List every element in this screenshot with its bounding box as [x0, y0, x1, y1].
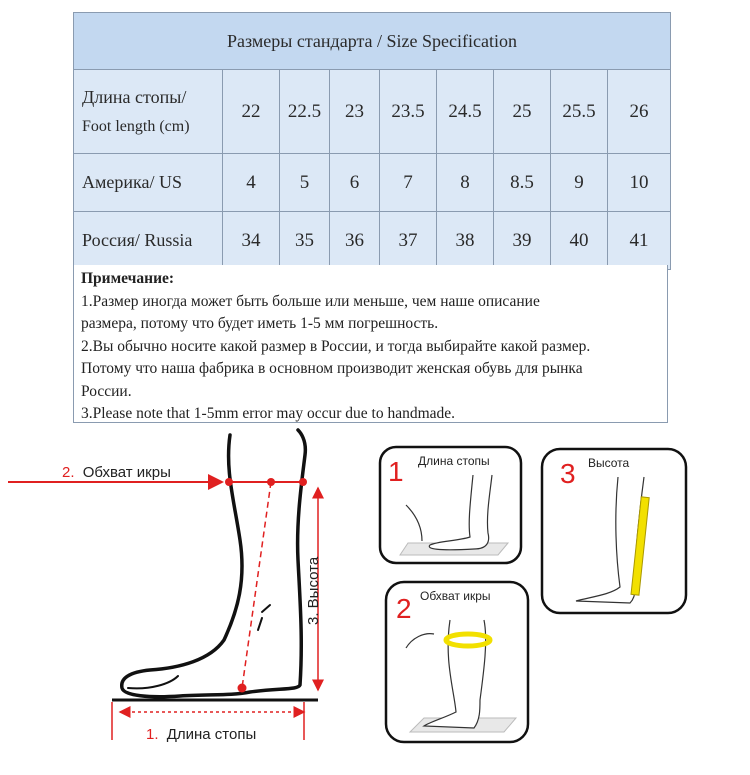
note-line: России.: [81, 382, 132, 400]
table-cell: 5: [280, 154, 330, 212]
note-line: размера, потому что будет иметь 1-5 мм погрешность.: [81, 315, 439, 332]
table-cell: 23.5: [380, 70, 437, 154]
table-cell: 24.5: [437, 70, 494, 154]
calf-num: 2.: [62, 464, 75, 481]
table-cell: 37: [380, 212, 437, 270]
table-cell: 8: [437, 154, 494, 212]
panel-number: 1: [388, 456, 404, 487]
note-line: 1.Размер иногда может быть больше или меньше, чем наше описание: [81, 292, 540, 310]
heel-point: [238, 684, 247, 693]
table-title: Размеры стандарта / Size Specification: [74, 13, 671, 70]
length-num: 1.: [146, 726, 159, 743]
calf-label: [62, 464, 171, 481]
length-text: Длина стопы: [166, 726, 257, 743]
table-cell: 34: [223, 212, 280, 270]
panel-foot-length: [378, 445, 523, 565]
panel-number: 2: [396, 593, 412, 624]
panel-calf: [384, 580, 530, 744]
row-label-en: Foot length (cm): [82, 117, 190, 135]
table-cell: 9: [551, 154, 608, 212]
length-label: [146, 726, 256, 743]
panel-number: 3: [560, 458, 576, 489]
panel-title: Длина стопы: [418, 454, 490, 468]
table-cell: 4: [223, 154, 280, 212]
table-cell: 38: [437, 212, 494, 270]
table-cell: 23: [330, 70, 380, 154]
height-label: 3. Высота: [305, 556, 322, 625]
panel-height: [540, 447, 688, 615]
note-title: Примечание:: [81, 270, 175, 287]
table-cell: 26: [608, 70, 671, 154]
table-cell: 41: [608, 212, 671, 270]
table-cell: 22: [223, 70, 280, 154]
row-label-us: Америка/ US: [74, 154, 223, 212]
panel-title: Высота: [588, 456, 630, 470]
table-cell: 25: [494, 70, 551, 154]
table-cell: 10: [608, 154, 671, 212]
table-cell: 25.5: [551, 70, 608, 154]
note-line: 2.Вы обычно носите какой размер в России, и тогда выбирайте какой размер.: [81, 337, 591, 355]
table-cell: 40: [551, 212, 608, 270]
table-cell: 8.5: [494, 154, 551, 212]
row-label-ru: Длина стопы/: [82, 86, 187, 107]
row-label-russia: Россия/ Russia: [74, 212, 223, 270]
note-line: Потому что наша фабрика в основном производит женская обувь для рынка: [81, 360, 583, 377]
table-cell: 6: [330, 154, 380, 212]
panel-title: Обхват икры: [420, 589, 491, 603]
table-cell: 22.5: [280, 70, 330, 154]
calf-dash: [242, 482, 271, 688]
note-line: 3.Please note that 1-5mm error may occur due to handmade.: [81, 405, 456, 422]
table-cell: 35: [280, 212, 330, 270]
calf-text: Обхват икры: [82, 464, 171, 481]
table-cell: 7: [380, 154, 437, 212]
table-cell: 36: [330, 212, 380, 270]
table-cell: 39: [494, 212, 551, 270]
